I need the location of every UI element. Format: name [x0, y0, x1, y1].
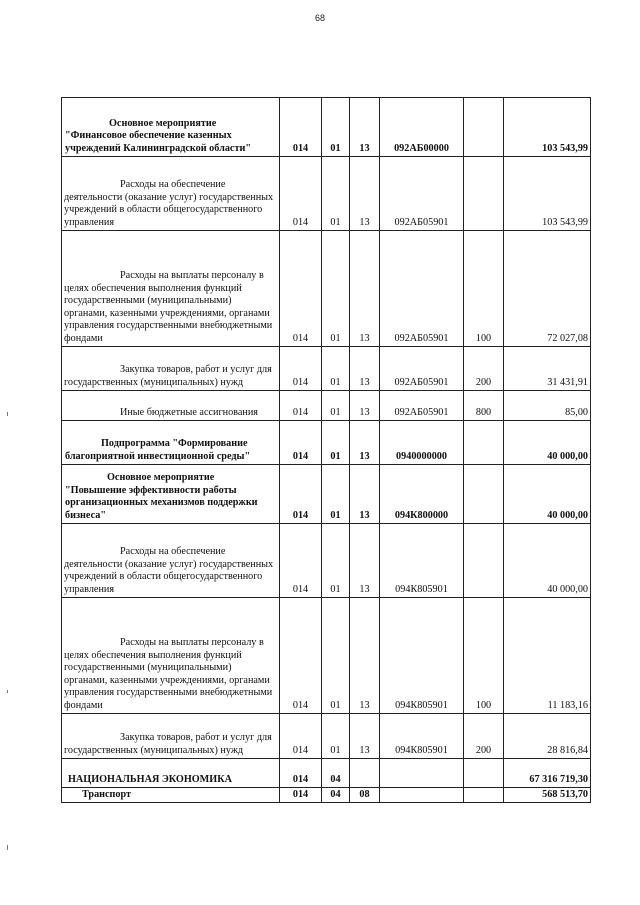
section-code: 01: [322, 231, 350, 347]
expense-type: [464, 465, 504, 524]
section-code: 01: [322, 465, 350, 524]
target-code: [380, 788, 464, 803]
ministry-code: 014: [280, 788, 322, 803]
expense-type: 200: [464, 714, 504, 759]
row-name: Расходы на выплаты персоналу в целях обеспечения выполнения функций государственными (муниципальными) органами, казенными учреждениями, органами управления государственными внебюджетными фондами: [62, 598, 280, 714]
table-row: [62, 788, 591, 803]
table-row: [62, 347, 591, 391]
table-row: [62, 465, 591, 524]
expense-type: [464, 524, 504, 598]
target-code: 092АБ05901: [380, 231, 464, 347]
expense-type: [464, 98, 504, 157]
table-row: [62, 391, 591, 421]
target-code: 094К805901: [380, 714, 464, 759]
ministry-code: 014: [280, 759, 322, 788]
section-code: 01: [322, 714, 350, 759]
amount: 40 000,00: [504, 421, 591, 465]
budget-table: [61, 97, 591, 803]
subsection-code: [350, 759, 380, 788]
ministry-code: 014: [280, 391, 322, 421]
row-name: Основное мероприятие "Повышение эффективности работы организационных механизмов поддержки бизнеса": [62, 465, 280, 524]
amount: 40 000,00: [504, 465, 591, 524]
target-code: 094К805901: [380, 524, 464, 598]
ministry-code: 014: [280, 598, 322, 714]
scan-mark: [7, 845, 8, 850]
scan-mark: [7, 690, 8, 693]
row-name: Расходы на выплаты персоналу в целях обеспечения выполнения функций государственными (муниципальными) органами, казенными учреждениями, органами управления государственными внебюджетными фондами: [62, 231, 280, 347]
subsection-code: 13: [350, 391, 380, 421]
expense-type: 100: [464, 231, 504, 347]
section-code: 04: [322, 759, 350, 788]
target-code: 092АБ00000: [380, 98, 464, 157]
section-code: 04: [322, 788, 350, 803]
amount: 28 816,84: [504, 714, 591, 759]
section-code: 01: [322, 391, 350, 421]
row-name: Расходы на обеспечение деятельности (оказание услуг) государственных учреждений в области общегосударственного управления: [62, 524, 280, 598]
table-row: [62, 598, 591, 714]
row-name: Иные бюджетные ассигнования: [62, 391, 280, 421]
amount: 31 431,91: [504, 347, 591, 391]
amount: 568 513,70: [504, 788, 591, 803]
row-name: Закупка товаров, работ и услуг для государственных (муниципальных) нужд: [62, 347, 280, 391]
ministry-code: 014: [280, 421, 322, 465]
subsection-code: 13: [350, 421, 380, 465]
subsection-code: 13: [350, 231, 380, 347]
amount: 85,00: [504, 391, 591, 421]
expense-type: 800: [464, 391, 504, 421]
expense-type: 100: [464, 598, 504, 714]
expense-type: [464, 157, 504, 231]
expense-type: [464, 421, 504, 465]
table-row: [62, 759, 591, 788]
ministry-code: 014: [280, 157, 322, 231]
amount: 103 543,99: [504, 98, 591, 157]
section-code: 01: [322, 421, 350, 465]
row-name: НАЦИОНАЛЬНАЯ ЭКОНОМИКА: [62, 759, 280, 788]
section-code: 01: [322, 598, 350, 714]
subsection-code: 13: [350, 598, 380, 714]
target-code: 092АБ05901: [380, 347, 464, 391]
table-row: [62, 231, 591, 347]
section-code: 01: [322, 524, 350, 598]
target-code: 092АБ05901: [380, 391, 464, 421]
subsection-code: 13: [350, 157, 380, 231]
target-code: [380, 759, 464, 788]
subsection-code: 13: [350, 524, 380, 598]
table-row: [62, 98, 591, 157]
amount: 103 543,99: [504, 157, 591, 231]
expense-type: [464, 759, 504, 788]
target-code: 094К800000: [380, 465, 464, 524]
expense-type: 200: [464, 347, 504, 391]
row-name: Транспорт: [62, 788, 280, 803]
row-name: Основное мероприятие "Финансовое обеспечение казенных учреждений Калининградской области": [62, 98, 280, 157]
ministry-code: 014: [280, 465, 322, 524]
subsection-code: 13: [350, 347, 380, 391]
subsection-code: 13: [350, 465, 380, 524]
amount: 11 183,16: [504, 598, 591, 714]
section-code: 01: [322, 157, 350, 231]
target-code: 094К805901: [380, 598, 464, 714]
scan-mark: [7, 412, 8, 416]
section-code: 01: [322, 347, 350, 391]
amount: 72 027,08: [504, 231, 591, 347]
ministry-code: 014: [280, 98, 322, 157]
row-name: Подпрограмма "Формирование благоприятной инвестиционной среды": [62, 421, 280, 465]
target-code: 0940000000: [380, 421, 464, 465]
subsection-code: 13: [350, 98, 380, 157]
subsection-code: 08: [350, 788, 380, 803]
ministry-code: 014: [280, 231, 322, 347]
ministry-code: 014: [280, 347, 322, 391]
amount: 67 316 719,30: [504, 759, 591, 788]
table-row: [62, 524, 591, 598]
table-row: [62, 421, 591, 465]
section-code: 01: [322, 98, 350, 157]
target-code: 092АБ05901: [380, 157, 464, 231]
expense-type: [464, 788, 504, 803]
row-name: Расходы на обеспечение деятельности (оказание услуг) государственных учреждений в области общегосударственного управления: [62, 157, 280, 231]
table-row: [62, 157, 591, 231]
ministry-code: 014: [280, 524, 322, 598]
subsection-code: 13: [350, 714, 380, 759]
table-row: [62, 714, 591, 759]
amount: 40 000,00: [504, 524, 591, 598]
row-name: Закупка товаров, работ и услуг для государственных (муниципальных) нужд: [62, 714, 280, 759]
ministry-code: 014: [280, 714, 322, 759]
page-number: 68: [314, 13, 325, 23]
